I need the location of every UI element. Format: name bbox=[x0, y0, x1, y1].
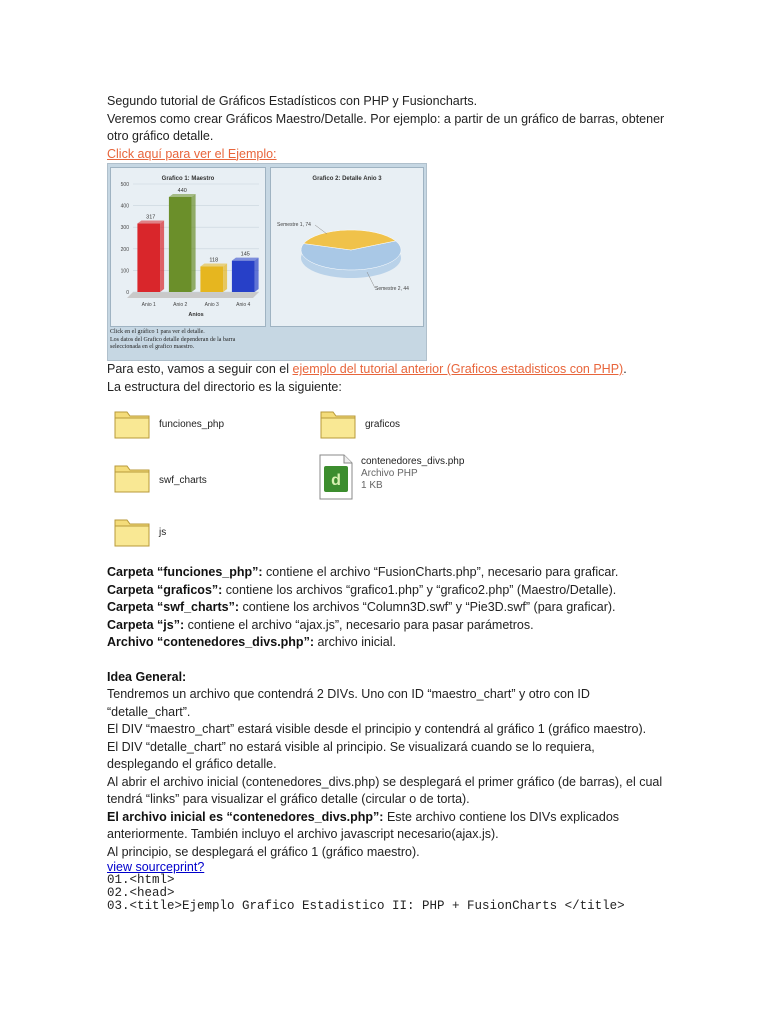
desc-text: contiene el archivo “ajax.js”, necesario para pasar parámetros. bbox=[184, 617, 534, 632]
y-tick-label: 200 bbox=[120, 246, 129, 253]
para-2 bbox=[107, 361, 667, 379]
desc-item bbox=[107, 564, 667, 582]
pie-chart-title: Grafico 2: Detalle Anio 3 bbox=[312, 176, 382, 182]
folder-js[interactable] bbox=[113, 512, 167, 554]
bar bbox=[169, 197, 192, 292]
view-source-link[interactable]: view sourceprint? bbox=[107, 860, 205, 874]
descriptions bbox=[107, 564, 667, 652]
desc-label: Carpeta “js”: bbox=[107, 617, 185, 632]
idea-p6: Al principio, se desplegará el gráfico 1 (gráfico maestro). bbox=[107, 844, 420, 859]
chart-caption bbox=[110, 329, 235, 352]
code-line: 01.<html> bbox=[107, 873, 175, 887]
bar-value-label: 317 bbox=[146, 214, 156, 221]
y-tick-label: 300 bbox=[120, 225, 129, 232]
bar-top bbox=[200, 264, 227, 267]
bar-value-label: 440 bbox=[177, 187, 187, 194]
desc-item bbox=[107, 599, 667, 617]
x-axis-label: Anios bbox=[188, 312, 204, 318]
bar-side bbox=[160, 221, 164, 292]
pie-chart bbox=[271, 168, 423, 326]
chart-caption-line: Los datos del Grafico detalle dependeran de la barra bbox=[110, 336, 236, 343]
folder-icon bbox=[113, 512, 151, 548]
y-tick-label: 0 bbox=[126, 290, 129, 296]
pie-leader-line bbox=[315, 225, 327, 234]
pie-slice-label: Semestre 2, 44 bbox=[375, 286, 409, 292]
folder-icon bbox=[113, 404, 151, 440]
code-block bbox=[107, 874, 667, 913]
desc-item bbox=[107, 617, 667, 635]
folder-graficos[interactable] bbox=[319, 404, 401, 446]
desc-label: Carpeta “graficos”: bbox=[107, 582, 223, 597]
idea-p5 bbox=[107, 809, 667, 844]
desc-label: Carpeta “swf_charts”: bbox=[107, 600, 239, 614]
chart-example-image bbox=[107, 163, 427, 361]
document-body bbox=[107, 93, 667, 913]
x-tick-label: Anio 2 bbox=[173, 302, 188, 308]
idea-p2: El DIV “maestro_chart” estará visible desde el principio y contendrá al gráfico 1 (gráfico maestro). bbox=[107, 722, 647, 736]
bar-value-label: 118 bbox=[209, 257, 219, 264]
para-2-line-2: La estructura del directorio es la siguiente: bbox=[107, 379, 342, 394]
php-file-icon bbox=[319, 454, 353, 500]
desc-item bbox=[107, 582, 667, 600]
previous-tutorial-link[interactable]: ejemplo del tutorial anterior (Graficos estadisticos con PHP) bbox=[292, 362, 624, 376]
intro-line-1: Segundo tutorial de Gráficos Estadísticos con PHP y Fusioncharts. bbox=[107, 94, 478, 108]
folder-funciones-php[interactable] bbox=[113, 404, 225, 446]
directory-structure-image bbox=[107, 396, 467, 564]
para-2-end: . bbox=[623, 362, 627, 376]
folder-icon bbox=[319, 404, 357, 440]
desc-text: contiene el archivo “FusionCharts.php”, necesario para graficar. bbox=[262, 565, 619, 579]
idea-p3: El DIV “detalle_chart” no estará visible al principio. Se visualizará cuando se lo requiera, desplegando el gráfico detalle. bbox=[107, 739, 595, 771]
file-type: Archivo PHP bbox=[361, 468, 418, 479]
folder-label: js bbox=[159, 527, 167, 538]
desc-text: contiene los archivos “grafico1.php” y “grafico2.php” (Maestro/Detalle). bbox=[222, 582, 617, 597]
bar bbox=[137, 224, 160, 292]
bar-chart-title: Grafico 1: Maestro bbox=[161, 176, 215, 182]
bar-chart bbox=[111, 168, 265, 326]
file-size: 1 KB bbox=[361, 480, 383, 491]
pie-chart-panel bbox=[270, 167, 424, 327]
bar-top bbox=[169, 194, 196, 197]
y-tick-label: 500 bbox=[120, 182, 129, 188]
folder-label: swf_charts bbox=[159, 475, 207, 486]
desc-text: contiene los archivos “Column3D.swf” y “Pie3D.swf” (para graficar). bbox=[239, 600, 616, 614]
bar-chart-floor bbox=[127, 292, 259, 298]
bar-chart-panel bbox=[110, 167, 266, 327]
example-link[interactable]: Click aquí para ver el Ejemplo: bbox=[107, 146, 277, 161]
pie-slice-label: Semestre 1, 74 bbox=[277, 222, 311, 228]
bar-side bbox=[255, 258, 259, 292]
x-tick-label: Anio 4 bbox=[236, 302, 251, 308]
desc-item bbox=[107, 634, 667, 652]
code-line: 03.<title>Ejemplo Grafico Estadistico II: PHP + FusionCharts </title> bbox=[107, 899, 625, 913]
chart-caption-line: seleccionada en el grafico maestro. bbox=[110, 344, 195, 350]
idea-p4: Al abrir el archivo inicial (contenedores_divs.php) se desplegará el primer gráfico (de barras), el cual tendrá “links” para visualizar el gráfico detalle (circular o de torta). bbox=[107, 774, 663, 806]
idea-p1: Tendremos un archivo que contendrá 2 DIVs. Uno con ID “maestro_chart” y otro con ID “detalle_chart”. bbox=[107, 687, 590, 719]
bar-value-label: 145 bbox=[240, 251, 250, 258]
folder-swf-charts[interactable] bbox=[113, 458, 207, 500]
idea-heading: Idea General: bbox=[107, 669, 187, 684]
chart-caption-line: Click en el gráfico 1 para ver el detalle. bbox=[110, 329, 205, 335]
bar-side bbox=[192, 194, 196, 292]
folder-label: graficos bbox=[365, 419, 401, 430]
desc-text: archivo inicial. bbox=[313, 635, 396, 649]
svg-text:d: d bbox=[331, 472, 341, 489]
y-tick-label: 400 bbox=[120, 203, 129, 210]
bar-side bbox=[223, 264, 227, 292]
bar bbox=[232, 261, 255, 292]
x-tick-label: Anio 3 bbox=[204, 302, 219, 308]
intro-line-2: Veremos como crear Gráficos Maestro/Detalle. Por ejemplo: a partir de un gráfico de barras, obtener otro gráfico detalle. bbox=[107, 111, 665, 143]
x-tick-label: Anio 1 bbox=[141, 302, 156, 308]
y-tick-label: 100 bbox=[120, 268, 129, 275]
idea-p5-text: Este archivo contiene los DIVs explicados anteriormente. También incluyo el archivo javascript necesario(ajax.js). bbox=[107, 809, 620, 841]
para-2-text: Para esto, vamos a seguir con el bbox=[107, 362, 293, 376]
bar-top bbox=[137, 221, 164, 224]
desc-label: Carpeta “funciones_php”: bbox=[107, 565, 263, 579]
code-line: 02.<head> bbox=[107, 886, 175, 900]
idea-p5-label: El archivo inicial es “contenedores_divs.php”: bbox=[107, 809, 384, 824]
bar bbox=[200, 267, 223, 292]
bar-top bbox=[232, 258, 259, 261]
desc-label: Archivo “contenedores_divs.php”: bbox=[107, 635, 314, 649]
file-name: contenedores_divs.php bbox=[361, 456, 465, 467]
folder-label: funciones_php bbox=[159, 419, 225, 430]
folder-icon bbox=[113, 458, 151, 494]
file-contenedores-divs[interactable] bbox=[319, 454, 465, 506]
